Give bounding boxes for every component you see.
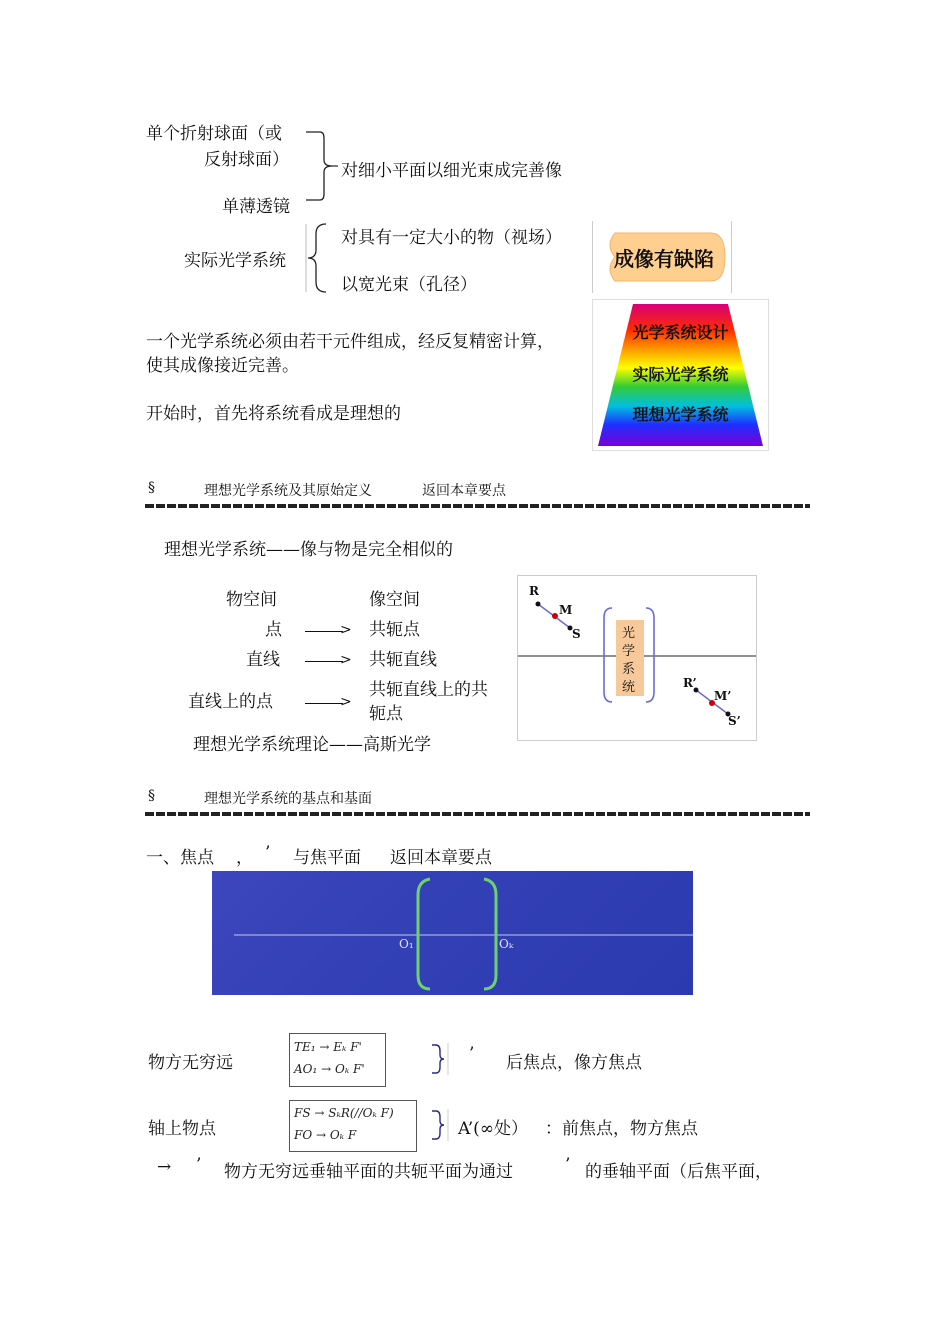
rear-focal-plane-text: 的垂轴平面（后焦平面， bbox=[585, 1162, 772, 1182]
formula-1-line-2: AO₁ → Oₖ F' bbox=[294, 1062, 365, 1076]
defect-label: 成像有缺陷 bbox=[614, 247, 714, 271]
brace-icon bbox=[428, 1043, 450, 1075]
text-thin-lens: 单薄透镜 bbox=[222, 197, 290, 217]
left-brace-icon bbox=[304, 222, 332, 294]
ok-label: Oₖ bbox=[499, 937, 514, 951]
conjugate-lines bbox=[518, 576, 756, 740]
rear-focus-text: 后焦点，像方焦点 bbox=[506, 1053, 642, 1073]
text-aperture-condition: 以宽光束（孔径） bbox=[341, 275, 477, 295]
gaussian-optics-text: 理想光学系统理论——高斯光学 bbox=[193, 735, 431, 755]
para-components: 一个光学系统必须由若干元件组成，经反复精密计算， bbox=[146, 332, 554, 352]
heading-cardinal-points: 理想光学系统的基点和基面 bbox=[204, 791, 372, 807]
point-m-prime-label: M’ bbox=[714, 689, 732, 703]
conjugate-diagram bbox=[517, 575, 757, 741]
focus-title-a: 一、焦点 bbox=[146, 848, 214, 868]
point-s-label: S bbox=[572, 627, 581, 641]
defect-badge bbox=[592, 221, 732, 293]
point-r-prime-label: R’ bbox=[683, 676, 697, 690]
axial-point-label: 轴上物点 bbox=[148, 1119, 216, 1139]
object-space-label: 物空间 bbox=[226, 590, 277, 610]
text-real-system: 实际光学系统 bbox=[184, 251, 286, 271]
heading-ideal-definition: 理想光学系统及其原始定义 bbox=[204, 483, 372, 499]
arrow-line bbox=[305, 631, 343, 632]
row-linepoint-left: 直线上的点 bbox=[188, 692, 273, 712]
last-prime-mark: ’ bbox=[196, 1155, 202, 1175]
a-prime-infinity: A’(∞处） bbox=[458, 1119, 528, 1139]
back-to-summary-link[interactable]: 返回本章要点 bbox=[422, 483, 506, 499]
focus-title-d: 与焦平面 bbox=[293, 848, 361, 868]
formula-2-line-2: FO → Oₖ F bbox=[294, 1128, 357, 1142]
row-point-right: 共轭点 bbox=[369, 620, 420, 640]
last-prime-mark-2: ’ bbox=[565, 1155, 571, 1175]
pyramid-top: 光学系统设计 bbox=[632, 323, 729, 342]
focus-title-b: ， bbox=[236, 848, 253, 868]
arrow-line bbox=[305, 661, 343, 662]
object-infinity-label: 物方无穷远 bbox=[148, 1053, 233, 1073]
brace-icon bbox=[428, 1109, 450, 1141]
pyramid-bottom: 理想光学系统 bbox=[632, 405, 729, 424]
arrow-head-icon: > bbox=[340, 694, 352, 710]
system-char-2: 学 bbox=[622, 644, 636, 659]
arrow-head-icon: > bbox=[340, 622, 352, 638]
pyramid-figure bbox=[592, 299, 769, 451]
front-focus-text: ：前焦点，物方焦点 bbox=[545, 1119, 698, 1139]
separator-line bbox=[145, 504, 810, 508]
point-m-label: M bbox=[559, 603, 573, 617]
text-reflect-surface: 反射球面） bbox=[204, 150, 289, 170]
row-line-left: 直线 bbox=[246, 650, 280, 670]
row-point-left: 点 bbox=[265, 620, 282, 640]
para-start-ideal: 开始时，首先将系统看成是理想的 bbox=[146, 404, 401, 424]
text-field-condition: 对具有一定大小的物（视场） bbox=[341, 228, 562, 248]
back-to-summary-link-2[interactable]: 返回本章要点 bbox=[390, 848, 492, 868]
system-char-1: 光 bbox=[622, 626, 636, 641]
arrow-line bbox=[305, 703, 343, 704]
pyramid-middle: 实际光学系统 bbox=[632, 365, 729, 384]
arrow-head-icon: > bbox=[340, 652, 352, 668]
row-line-right: 共轭直线 bbox=[369, 650, 437, 670]
text-perfect-image: 对细小平面以细光束成完善像 bbox=[341, 161, 562, 181]
formula-box-1 bbox=[289, 1033, 386, 1087]
system-char-3: 系 bbox=[622, 662, 636, 677]
lens-diagram-lines bbox=[212, 871, 693, 995]
formula-2-line-1: FS → SₖR(//Oₖ F) bbox=[294, 1106, 394, 1120]
para-near-perfect: 使其成像接近完善。 bbox=[146, 356, 299, 376]
row1-prime-mark: ’ bbox=[469, 1044, 475, 1064]
row-linepoint-right-2: 轭点 bbox=[369, 704, 403, 724]
o1-label: O₁ bbox=[399, 937, 414, 951]
section-symbol: § bbox=[148, 480, 155, 496]
focus-title-c: ’ bbox=[265, 843, 271, 863]
point-s-prime-label: S’ bbox=[728, 714, 741, 728]
point-r-label: R bbox=[529, 584, 539, 598]
ideal-intro: 理想光学系统——像与物是完全相似的 bbox=[164, 540, 453, 560]
section-symbol-2: § bbox=[148, 788, 155, 804]
lens-diagram-image bbox=[212, 871, 693, 995]
image-space-label: 像空间 bbox=[369, 590, 420, 610]
arrow-icon: → bbox=[157, 1157, 172, 1177]
formula-1-line-1: TE₁ → Eₖ F' bbox=[294, 1040, 362, 1054]
formula-box-2 bbox=[289, 1100, 417, 1152]
conjugate-plane-text: 物方无穷远垂轴平面的共轭平面为通过 bbox=[224, 1162, 513, 1182]
separator-line-2 bbox=[145, 812, 810, 816]
right-brace-icon bbox=[304, 130, 340, 202]
row-linepoint-right: 共轭直线上的共 bbox=[369, 680, 488, 700]
system-char-4: 统 bbox=[622, 680, 636, 695]
text-single-surface: 单个折射球面（或 bbox=[146, 124, 282, 144]
